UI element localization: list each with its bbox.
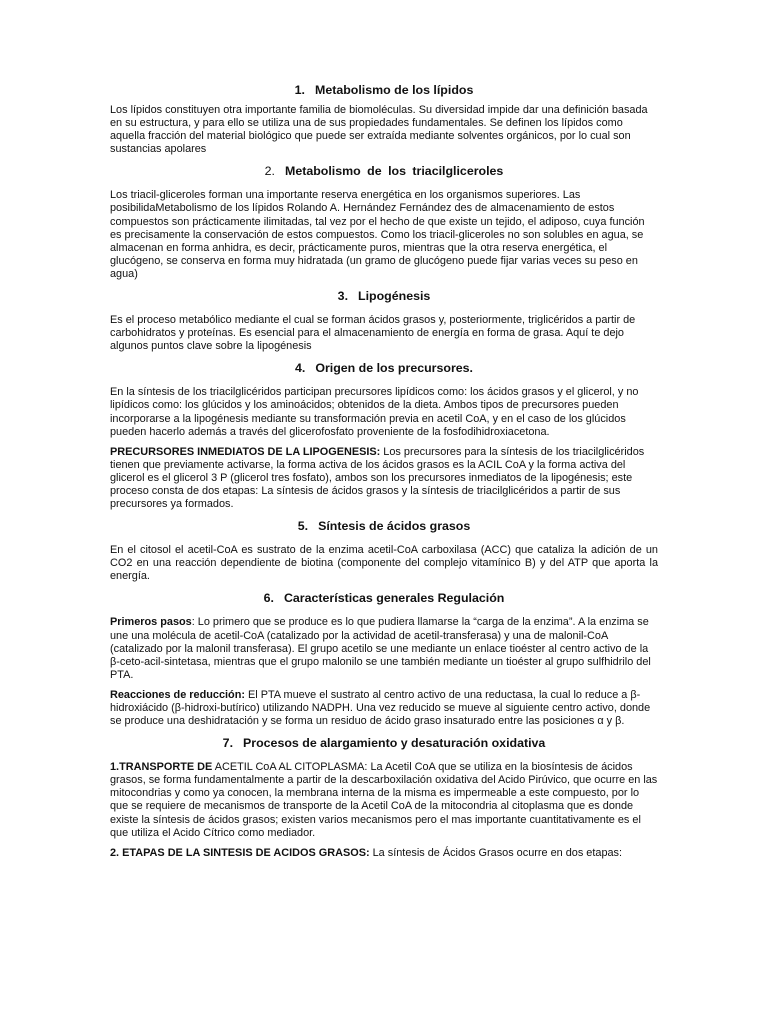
section-paragraph bbox=[110, 314, 658, 353]
section-title: Metabolismo de los triacilgliceroles bbox=[285, 164, 504, 179]
section-title: Metabolismo de los lípidos bbox=[315, 83, 474, 97]
paragraph-text: El PTA mueve el sustrato al centro activo de una reductasa, la cual lo reduce a β-hidroxiácido (β-hidroxi-butírico) utilizando NADPH. Una vez reducido se mueve al siguiente centro activo, donde se produce una deshidratación y se forma un residuo de ácido graso insaturado entre las posiciones α y β. bbox=[110, 688, 651, 728]
section-paragraph bbox=[110, 761, 658, 840]
section-heading-6 bbox=[110, 590, 658, 606]
section-paragraph bbox=[110, 616, 658, 681]
section-number: 3. bbox=[337, 289, 349, 304]
section-heading-3 bbox=[110, 288, 658, 304]
section-heading-1 bbox=[110, 82, 658, 98]
section-number: 5. bbox=[297, 519, 309, 534]
paragraph-text: En el citosol el acetil-CoA es sustrato de la enzima acetil-CoA carboxilasa (ACC) que cataliza la adición de un CO2 en una reacción dependiente de biotina (componente del complejo vitamínico B) y del ATP que aporta la energía. bbox=[110, 544, 658, 583]
section-heading-5 bbox=[110, 518, 658, 534]
section-paragraph bbox=[110, 189, 658, 281]
section-title: Procesos de alargamiento y desaturación oxidativa bbox=[243, 736, 546, 751]
section-title: Lipogénesis bbox=[358, 289, 431, 304]
section-paragraph bbox=[110, 446, 658, 511]
paragraph-text: La síntesis de Ácidos Grasos ocurre en dos etapas: bbox=[369, 846, 623, 859]
section-number: 1. bbox=[294, 83, 305, 97]
section-title: Origen de los precursores. bbox=[315, 361, 474, 376]
section-title: Características generales Regulación bbox=[283, 591, 505, 606]
paragraph-text: Los lípidos constituyen otra importante familia de biomoléculas. Su diversidad impide dar una definición basada en su estructura, y para ello se utiliza una de sus propiedades fundamentales. Se definen los lípidos como aquella fracción del material biológico que puede ser extraída mediante solventes orgánicos, por lo cual son sustancias apolares bbox=[110, 104, 648, 156]
section-number: 2. bbox=[264, 164, 275, 179]
paragraph-lead: Reacciones de reducción: bbox=[110, 688, 245, 701]
section-title: Síntesis de ácidos grasos bbox=[318, 519, 471, 534]
section-heading-4 bbox=[110, 360, 658, 376]
paragraph-text: : Lo primero que se produce es lo que pudiera llamarse la “carga de la enzima”. A la enzima se une una molécula de acetil-CoA (catalizado por la actividad de acetil-transferasa) y una de malonil-CoA (catalizado por la malonil transferasa). El grupo acetilo se une mediante un enlace tioéster al centro activo de la β-ceto-acil-sintetasa, mientras que el grupo malonilo se une también mediante un tioéster al grupo sulfhidrilo del PTA. bbox=[110, 616, 651, 681]
paragraph-text: Los triacil-gliceroles forman una importante reserva energética en los organismos superiores. Las posibilidaMetabolismo de los lípidos Rolando A. Hernández Fernández des de almacenamiento de estos compuestos son prácticamente ilimitadas, tal vez por el hecho de que existe un tejido, el adiposo, cuya función es precisamente la conservación de estos compuestos. Como los triacil-gliceroles no son solubles en agua, se almacenan en forma anhidra, es decir, prácticamente puros, mientras que la otra reserva energética, el glucógeno, se conserva en forma muy hidratada (un gramo de glucógeno puede fijar varias veces su peso en agua) bbox=[110, 189, 645, 280]
paragraph-text: ACETIL CoA AL CITOPLASMA: La Acetil CoA que se utiliza en la biosíntesis de ácidos grasos, se forma fundamentalmente a partir de la descarboxilación oxidativa del Acido Pirúvico, que ocurre en las mitocondrias y como ya conocen, la membrana interna de la misma es impermeable a este compuesto, por lo que se requiere de mecanismos de transporte de la Acetil CoA de la mitocondria al citoplasma que es donde existe la síntesis de ácidos grasos; existen varios mecanismos pero el mas importante cuantitativamente es el que utiliza el Acido Cítrico como mediador. bbox=[110, 761, 658, 839]
section-number: 4. bbox=[294, 361, 306, 376]
paragraph-lead: Primeros pasos bbox=[110, 616, 192, 629]
paragraph-lead: 2. ETAPAS DE LA SINTESIS DE ACIDOS GRASOS: bbox=[110, 846, 370, 859]
paragraph-lead: PRECURSORES INMEDIATOS DE LA LIPOGENESIS: bbox=[110, 445, 381, 458]
section-paragraph bbox=[110, 104, 658, 156]
section-number: 7. bbox=[222, 736, 234, 751]
section-heading-2 bbox=[110, 163, 658, 179]
section-paragraph bbox=[110, 689, 658, 728]
document-page bbox=[110, 82, 658, 867]
paragraph-text: Es el proceso metabólico mediante el cual se forman ácidos grasos y, posteriormente, triglicéridos a partir de carbohidratos y proteínas. Es esencial para el almacenamiento de energía en forma de grasa. Aquí te dejo algunos puntos clave sobre la lipogénesis bbox=[110, 314, 636, 353]
paragraph-lead: 1.TRANSPORTE DE bbox=[110, 761, 213, 774]
section-paragraph bbox=[110, 386, 658, 438]
paragraph-text: En la síntesis de los triacilglicéridos participan precursores lipídicos como: los ácidos grasos y el glicerol, y no lipídicos como: los glúcidos y los aminoácidos; obtenidos de la dieta. Ambos tipos de precursores pueden incorporarse a la lipogénesis mediante su transformación previa en acetil CoA, y en el caso de los glúcidos pueden hacerlo además a través del glicerofosfato proveniente de la fosfodihidroxiacetona. bbox=[110, 386, 639, 438]
section-heading-7 bbox=[110, 735, 658, 751]
section-paragraph bbox=[110, 544, 658, 583]
section-number: 6. bbox=[263, 591, 274, 606]
section-paragraph bbox=[110, 847, 658, 860]
paragraph-text: Los precursores para la síntesis de los triacilglicéridos tienen que previamente activarse, la forma activa de los ácidos grasos es la ACIL CoA y la forma activa del glicerol es el glicerol 3 P (glicerol tres fosfato), ambos son los precursores inmediatos de la lipogénesis; este proceso consta de dos etapas: La síntesis de ácidos grasos y la síntesis de triacilglicéridos a partir de sus precursores ya formados. bbox=[110, 445, 645, 511]
